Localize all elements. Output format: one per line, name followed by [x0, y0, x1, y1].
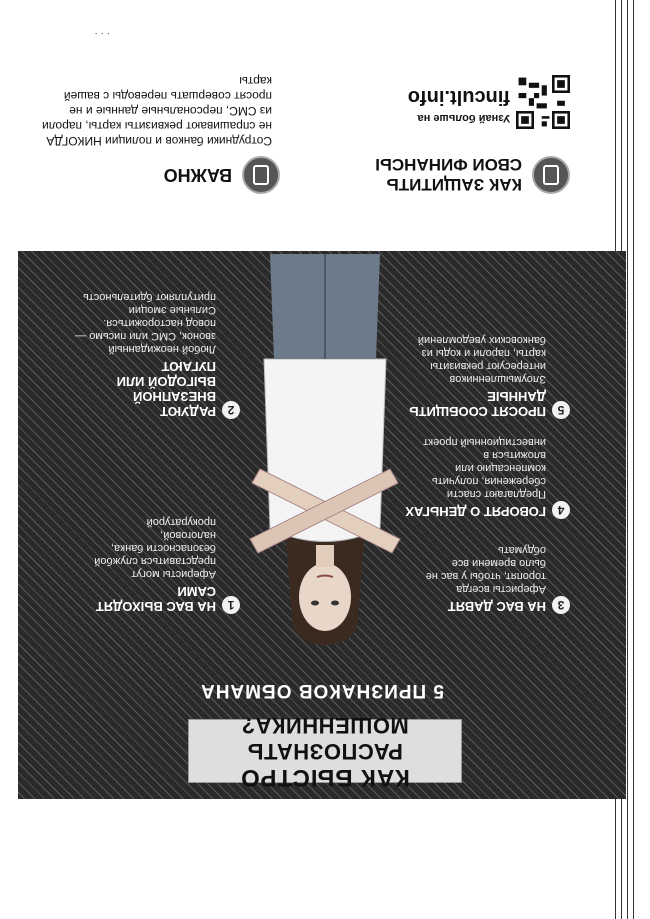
- protect-label-line-2: СВОИ ФИНАНСЫ: [375, 155, 522, 174]
- sign-number-badge: 5: [552, 401, 570, 419]
- important-text: Сотрудники банков и полиции НИКОГДА не спрашивают реквизиты карты, пароли из СМС, персональные данные и не просят совершать переводы с вашей карты: [42, 74, 272, 148]
- shield-badge-icon: [242, 156, 280, 194]
- sign-number-badge: 4: [552, 501, 570, 519]
- sign-3: [420, 543, 570, 614]
- scan-artifact-dots: · · ·: [94, 28, 110, 39]
- important-block: [30, 73, 280, 194]
- qr-code-icon[interactable]: [516, 75, 570, 129]
- sign-title: РАДУЮТ ВНЕЗАПНОЙ ВЫГОДОЙ ИЛИ ПУГАЮТ: [116, 359, 216, 419]
- sign-title: ПРОСЯТ СООБЩИТЬ ДАННЫЕ: [409, 389, 546, 419]
- sign-number-badge: 1: [222, 596, 240, 614]
- sign-title: НА ВАС ВЫХОДЯТ САМИ: [95, 584, 216, 614]
- how-protect-heading: [340, 154, 570, 194]
- signs-heading: 5 ПРИЗНАКОВ ОБМАНА: [200, 680, 444, 701]
- sign-4: [405, 435, 570, 519]
- sign-title: НА ВАС ДАВЯТ: [447, 599, 546, 614]
- sign-1: [90, 515, 240, 614]
- scan-binder-line: [633, 0, 634, 919]
- shield-badge-icon: [532, 156, 570, 194]
- sign-2: [75, 290, 240, 419]
- headline-line-1: КАК БЫСТРО: [240, 764, 410, 791]
- qr-caption: Узнай больше на: [417, 112, 510, 124]
- sign-5: [405, 333, 570, 419]
- sign-body: Аферисты всегда торопят, чтобы у вас не было времени все обдумать: [425, 544, 546, 595]
- sign-number-badge: 3: [552, 596, 570, 614]
- qr-caption-block: [408, 85, 510, 124]
- scan-binder-line: [627, 0, 628, 919]
- sign-title: ГОВОРЯТ О ДЕНЬГАХ: [405, 504, 546, 519]
- sign-body: Любой неожиданный звонок, СМС или письмо — повод насторожиться. Сильные эмоции притупляют бдительность: [75, 291, 216, 355]
- site-link[interactable]: fincult.info: [407, 86, 510, 108]
- headline-line-2: РАСПОЗНАТЬ МОШЕННИКА?: [241, 713, 409, 764]
- sign-number-badge: 2: [222, 401, 240, 419]
- sign-body: Аферисты могут представиться службой безопасности банка, налоговой, прокуратурой: [94, 516, 216, 580]
- protect-label-line-1: КАК ЗАЩИТИТЬ: [386, 175, 522, 194]
- woman-crossed-arms-illustration: [240, 249, 410, 659]
- important-label: ВАЖНО: [163, 165, 232, 186]
- sign-body: Злоумышленников интересуют реквизиты карты, пароли и коды из банковских уведомлений: [417, 334, 546, 385]
- sign-body: Предлагают спасти сбережения, получить компенсацию или вложиться в инвестиционный проект: [423, 436, 546, 500]
- headline-box: [188, 713, 462, 791]
